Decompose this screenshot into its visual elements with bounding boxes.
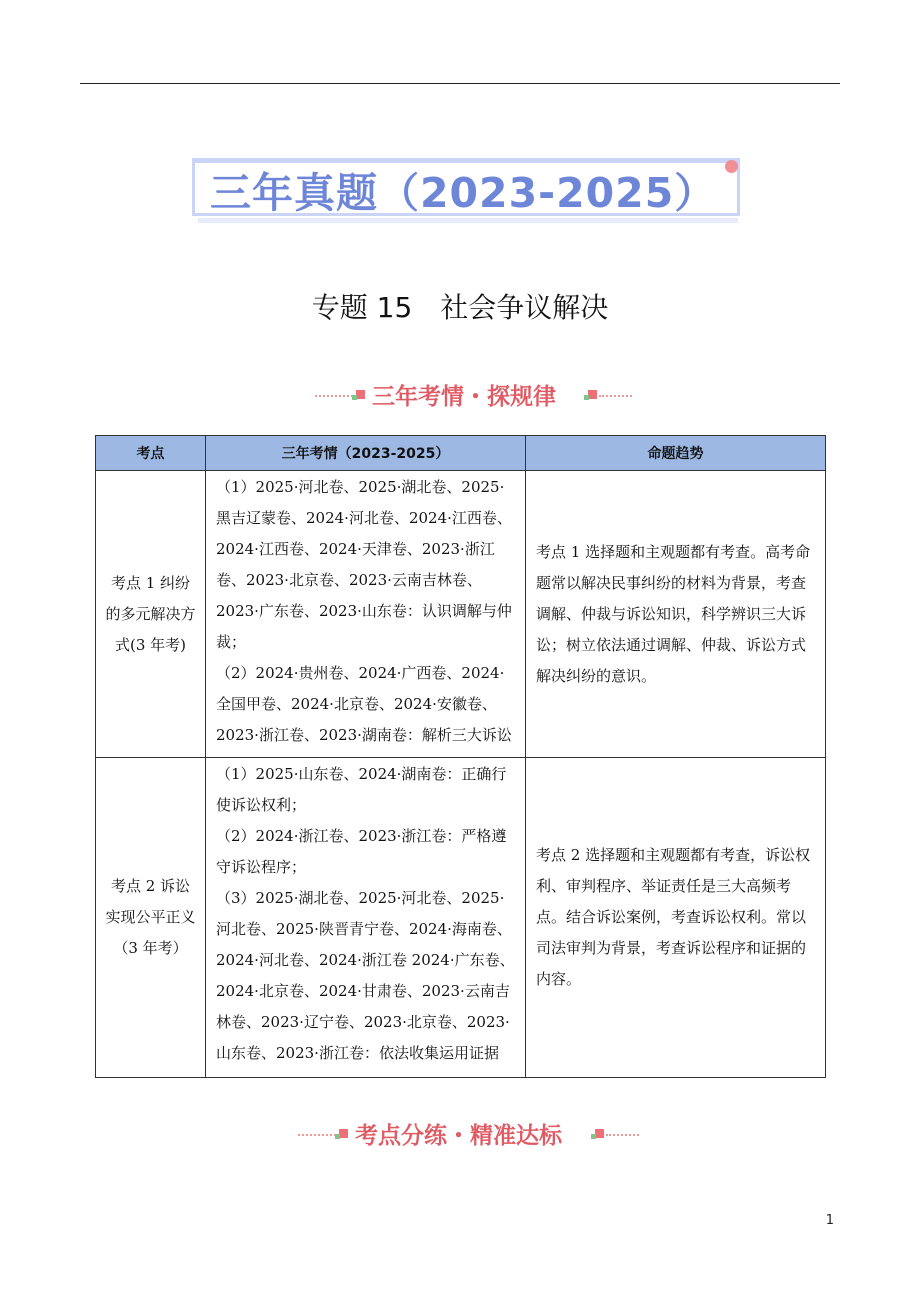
section-heading-practice [0,1117,920,1151]
banner-dot-decoration [725,160,738,173]
title-banner [192,158,744,222]
dotted-line-right [606,1134,639,1136]
dotted-line-left [315,395,353,397]
section-heading-exam-trends [0,378,920,412]
exam-cases-cell [206,758,526,1078]
square-decoration-left [339,1129,348,1138]
trend-cell: 考点 2 选择题和主观题都有考查，诉讼权利、审判程序、举证责任是三大高频考点。结合诉讼案例，考查诉讼权利。常以司法审判为背景，考查诉讼程序和证据的内容。 [526,758,826,1078]
banner-text: 三年真题（2023-2025） [210,169,717,217]
section-label: 考点分练・精准达标 [355,1123,562,1149]
page-title: 专题 15 社会争议解决 [311,291,609,324]
dotted-line-right [599,395,632,397]
page-number: 1 [825,1213,834,1228]
dotted-line-left [298,1134,336,1136]
trend-cell: 考点 1 选择题和主观题都有考查。高考命题常以解决民事纠纷的材料为背景，考查调解、仲裁与诉讼知识，科学辨识三大诉讼；树立依法通过调解、仲裁、诉讼方式解决纠纷的意识。 [526,471,826,758]
column-header-trend: 命题趋势 [526,436,826,471]
square-decoration-right [588,390,597,399]
square-decoration-right [595,1129,604,1138]
case-item: （1）2025·河北卷、2025·湖北卷、2025·黑吉辽蒙卷、2024·河北卷、2024·江西卷、2024·江西卷、2024·天津卷、2023·浙江卷、2023·北京卷、2023·云南吉林卷、2023·广东卷、2023·山东卷：认识调解与仲裁； [216,478,512,651]
section-label: 三年考情・探规律 [372,384,556,410]
square-decoration-left [356,390,365,399]
table-row [96,471,826,758]
exam-point-cell: 考点 2 诉讼实现公平正义（3 年考） [96,758,206,1078]
column-header-point: 考点 [96,436,206,471]
case-item: （2）2024·贵州卷、2024·广西卷、2024·全国甲卷、2024·北京卷、2024·安徽卷、2023·浙江卷、2023·湖南卷：解析三大诉讼 [216,664,512,744]
table-header-row [96,436,826,471]
header-rule [80,83,840,84]
case-item: （1）2025·山东卷、2024·湖南卷：正确行使诉讼权利； [216,765,507,814]
exam-cases-cell [206,471,526,758]
exam-point-cell: 考点 1 纠纷的多元解决方式(3 年考) [96,471,206,758]
case-item: （3）2025·湖北卷、2025·河北卷、2025·河北卷、2025·陕晋青宁卷、2024·海南卷、2024·河北卷、2024·浙江卷 2024·广东卷、2024·北京卷、2024·甘肃卷、2023·云南吉林卷、2023·辽宁卷、2023·北京卷、2023·山东卷、2023·浙江卷：依法收集运用证据 [216,889,515,1062]
exam-overview-table [95,435,826,1078]
column-header-cases: 三年考情（2023-2025） [206,436,526,471]
case-item: （2）2024·浙江卷、2023·浙江卷：严格遵守诉讼程序； [216,827,507,876]
table-row [96,758,826,1078]
